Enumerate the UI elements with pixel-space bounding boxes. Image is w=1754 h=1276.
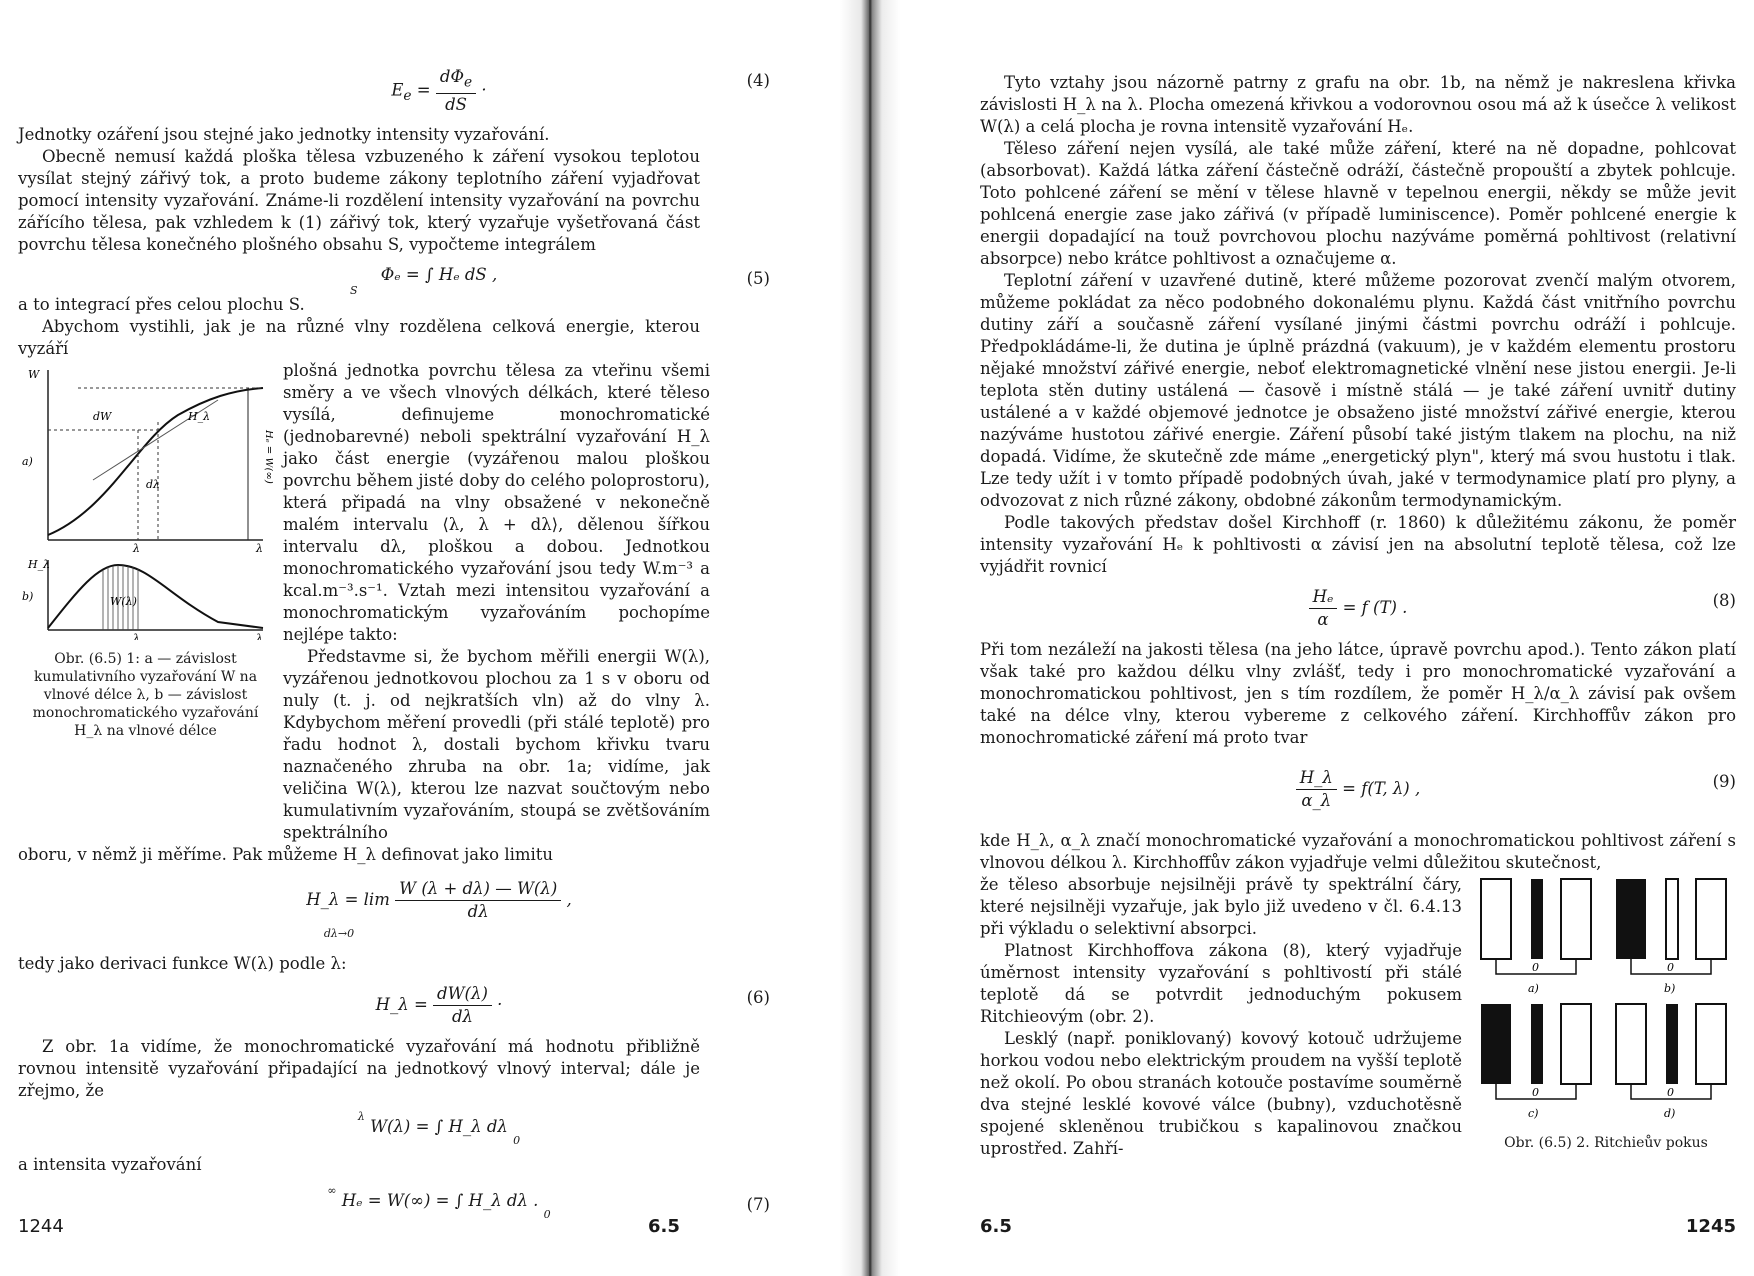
paragraph: tedy jako derivaci funkce W(λ) podle λ:: [18, 954, 347, 974]
section-number-left: 6.5: [648, 1216, 680, 1237]
equation-6: H_λ = $\frac{dW(\lambda)}{d\lambda}$ · (6): [375, 984, 770, 1027]
text-column: [980, 874, 1462, 1160]
svg-text:b): b): [1664, 982, 1676, 995]
figure-2-block: [980, 874, 1736, 1160]
equation-7: ∞ Hₑ = W(∞) = ∫ H_λ dλ . $_0$ (7): [327, 1184, 770, 1222]
svg-text:0: 0: [1532, 961, 1539, 974]
figure-1-plot: [18, 360, 273, 640]
paragraph: Podle takových představ došel Kirchhoff (r. 1860) k důležitému zákonu, že poměr intensity vyzařování Hₑ k pohltivosti α závisí jen na absolutní teplotě tělesa, což lze vyjádřit rovnicí: [980, 513, 1736, 576]
equation-8: $\frac{\text{Hₑ}}{\alpha}$ = f (T) . (8): [980, 586, 1736, 631]
panel-label-a: a): [22, 455, 33, 469]
paragraph: kde H_λ, α_λ značí monochromatické vyzařování a monochromatickou pohltivost záření s vlnovou délkou λ. Kirchhoffův zákon vyjadřuje velmi důležitou skutečnost,: [980, 831, 1736, 872]
left-page: [0, 0, 860, 1276]
svg-text:0: 0: [1667, 961, 1674, 974]
svg-text:c): c): [1528, 1107, 1539, 1120]
axis-lambda-a: λ: [256, 542, 263, 556]
ritchie-apparatus-c: [1481, 1004, 1591, 1120]
page-number-right: 1245: [1685, 1216, 1736, 1237]
equation-number: (8): [1712, 591, 1736, 610]
ritchie-apparatus-a: [1481, 879, 1591, 995]
ritchie-apparatus-b: [1616, 879, 1726, 995]
paragraph: Tyto vztahy jsou názorně patrny z grafu na obr. 1b, na němž je nakreslena křivka závislosti H_λ na λ. Plocha omezená křivkou a vodorovnou osou má až k úsečce λ velikost W(λ) a celá plocha je rovna intensitě vyzařování Hₑ.: [980, 73, 1736, 136]
svg-text:d): d): [1664, 1107, 1676, 1120]
paragraph: Lesklý (např. poniklovaný) kovový kotouč udržujeme horkou vodou nebo elektrickým proudem na vyšší teplotě než okolí. Po obou stranách kotouče postavíme souměrně dva stejné lesklé kovové válce (bubny), vzduchotěsně spojené skleněnou trubičkou s kapalinovou značkou uprostřed. Zahří-: [980, 1029, 1462, 1158]
equation-number: (5): [746, 269, 770, 289]
equation-number: (9): [1712, 772, 1736, 791]
svg-text:0: 0: [1667, 1086, 1674, 1099]
equation-5: Φₑ = ∫ Hₑ dS , S (5): [350, 265, 770, 298]
panel-label-b: b): [22, 590, 34, 604]
paragraph: že těleso absorbuje nejsilněji právě ty spektrální čáry, které nejsilněji vyzařuje, jak bylo již uvedeno v čl. 6.4.13 při výkladu o selektivní absorpci.: [980, 875, 1462, 938]
paragraph: plošná jednotka povrchu tělesa za vteřinu všemi směry a ve všech vlnových délkách, které těleso vysílá, definujeme monochromatické (jednobarevné) neboli spektrální vyzařování H_λ jako část energie (vyzářenou malou ploškou povrchu během jisté doby do celého poloprostoru), která připadá na vlny obsažené v nekonečně malém intervalu ⟨λ, λ + dλ⟩, dělenou šířkou intervalu dλ, ploškou a dobou. Jednotkou monochromatického vyzařování jsou tedy W.m⁻³ a kcal.m⁻³.s⁻¹. Vztah mezi intensitou vyzařování a monochromatickým vyzařováním pochopíme nejlépe takto:: [283, 361, 710, 645]
paragraph: Teplotní záření v uzavřené dutině, které můžeme pozorovat zvenčí malým otvorem, můžeme pokládat za něco podobného dokonalému plynu. Každá část vnitřního povrchu dutiny září a současně záření vysílané jinými částmi povrchu odráží i pohlcuje. Předpokládáme-li, že dutina je úplně prázdná (vakuum), je v každém elementu prostoru nějaké množství zářivé energie, neboť elektromagnetické vlnění nese jistou energii. Je-li teplota stěn dutiny ustálená — časově i místně stálá — je také záření uvnitř dutiny ustálené a v každé objemové jednotce je obsaženo jisté množství zářivé energie, kterou nazýváme hustotou zářivé energie. Záření působí také jistým tlakem na plochu, na niž dopadá. Vidíme, že skutečně zde máme „energetický plyn", který má svou hustotu i tlak. Lze tedy užít i v tomto případě podobných úvah, jaké v termodynamice platí pro plyny, a odvozovat z nich různé zákony, obdobné zákonům termodynamickým.: [980, 271, 1736, 510]
label-dw: dW: [93, 410, 112, 424]
paragraph: a to integrací přes celou plochu S.: [18, 295, 305, 315]
axis-label-h: H_λ: [28, 558, 51, 572]
figure-2: [1476, 874, 1736, 1160]
paragraph: Platnost Kirchhoffova zákona (8), který vyjadřuje úměrnost intensity vyzařování s pohltivostí při stálé teplotě dá se potvrdit jednoduchým pokusem Ritchieovým (obr. 2).: [980, 941, 1462, 1026]
paragraph: Obecně nemusí každá ploška tělesa vzbuzeného k záření vysokou teplotou vysílat stejný zářivý tok, a proto budeme zákony teplotního záření vyjadřovat pomocí intensity vyzařování. Známe-li rozdělení intensity vyzařování na povrchu zářícího tělesa, pak vzhledem k (1) zářivý tok, který vyzařuje vyšetřovaná část povrchu tělesa konečného plošného obsahu S, vypočteme integrálem: [18, 147, 700, 255]
label-he: Hₑ = W(∞): [263, 430, 273, 485]
paragraph: Z obr. 1a vidíme, že monochromatické vyzařování má hodnotu přibližně rovnou intensitě vyzařování připadající na jednotkový vlnový interval; dále je zřejmo, že: [18, 1037, 700, 1101]
figure-2-drawing: [1476, 874, 1736, 1124]
equation-number: (7): [746, 1195, 770, 1215]
figure-1-caption: Obr. (6.5) 1: a — závislost kumulativního vyzařování W na vlnové délce λ, b — závislost monochromatického vyzařování H_λ na vlnové délce: [32, 651, 259, 740]
text-column: [283, 360, 860, 844]
equation-w: $^\lambda$ W(λ) = ∫ H_λ dλ $_0$: [357, 1110, 521, 1148]
label-lambda-b: λ: [133, 632, 140, 641]
figure-2-caption: Obr. (6.5) 2. Ritchieův pokus: [1504, 1135, 1708, 1151]
label-hl: H_λ: [188, 410, 211, 424]
equation-9: $\frac{H\_\lambda}{\alpha\_\lambda}$ = f(T, λ) , (9): [980, 767, 1736, 812]
axis-lambda-b: λ: [256, 632, 263, 641]
page-number-left: 1244: [18, 1216, 64, 1237]
equation-number: (4): [746, 71, 770, 90]
equation-number: (6): [746, 988, 770, 1008]
svg-text:0: 0: [1532, 1086, 1539, 1099]
paragraph: Těleso záření nejen vysílá, ale také může záření, které na ně dopadne, pohlcovat (absorbovat). Každá látka záření částečně odráží, částečně propouští a zbytek pohlcuje. Toto pohlcené záření se mění v tělese hlavně v tepelnou energii, někdy se může jevit pohlcená energie zase jako zářivá (v případě luminiscence). Poměr pohlcené energie k energii dopadající na touž povrchovou plochu nazýváme poměrná pohltivost (relativní absorpce) nebo krátce pohltivost a označujeme α.: [980, 139, 1736, 268]
paragraph: Při tom nezáleží na jakosti tělesa (na jeho látce, úpravě povrchu apod.). Tento zákon platí však také pro každou délku vlny zvlášť, tedy i pro monochromatické vyzařování a monochromatickou pohltivost, jen s tím rozdílem, že poměr H_λ/α_λ závisí pak ovšem také na délce vlny, kterou vybereme z celkového záření. Kirchhoffův zákon pro monochromatické záření má proto tvar: [980, 640, 1736, 747]
section-number-right: 6.5: [980, 1216, 1012, 1237]
equation-4: $E_e$ = $\frac{d\Phi_e}{dS}$ · (4): [391, 67, 770, 115]
label-wl: W(λ): [110, 595, 137, 609]
svg-text:a): a): [1528, 982, 1539, 995]
axis-label-w: W: [28, 368, 40, 382]
paragraph: a intensita vyzařování: [18, 1155, 202, 1175]
figure-1: [18, 360, 273, 844]
equation-limit: H_λ = lim $\frac{W (\lambda + d\lambda) — W(\lambda)}{d\lambda}$ , dλ→0: [306, 879, 572, 941]
figure-block: [18, 360, 860, 844]
paragraph: Jednotky ozáření jsou stejné jako jednotky intensity vyzařování.: [18, 125, 550, 145]
label-lambda-a: λ: [133, 542, 140, 556]
right-page: [870, 0, 1754, 1276]
paragraph: Abychom vystihli, jak je na různé vlny rozdělena celková energie, kterou vyzáří: [18, 317, 700, 359]
paragraph: Představme si, že bychom měřili energii W(λ), vyzářenou jednotkovou plochou za 1 s v oboru od nuly (t. j. od nejkratších vln) až do vlny λ. Kdybychom měření provedli (při stálé teplotě) pro řadu hodnot λ, dostali bychom křivku tvaru naznačeného zhruba na obr. 1a; vidíme, jak veličina W(λ), kterou lze nazvat součtovým nebo kumulativním vyzařováním, stoupá se zvětšováním spektrálního: [283, 647, 710, 843]
paragraph: oboru, v němž ji měříme. Pak můžeme H_λ definovat jako limitu: [18, 845, 554, 865]
label-dl: dλ: [146, 478, 161, 492]
ritchie-apparatus-d: [1616, 1004, 1726, 1120]
